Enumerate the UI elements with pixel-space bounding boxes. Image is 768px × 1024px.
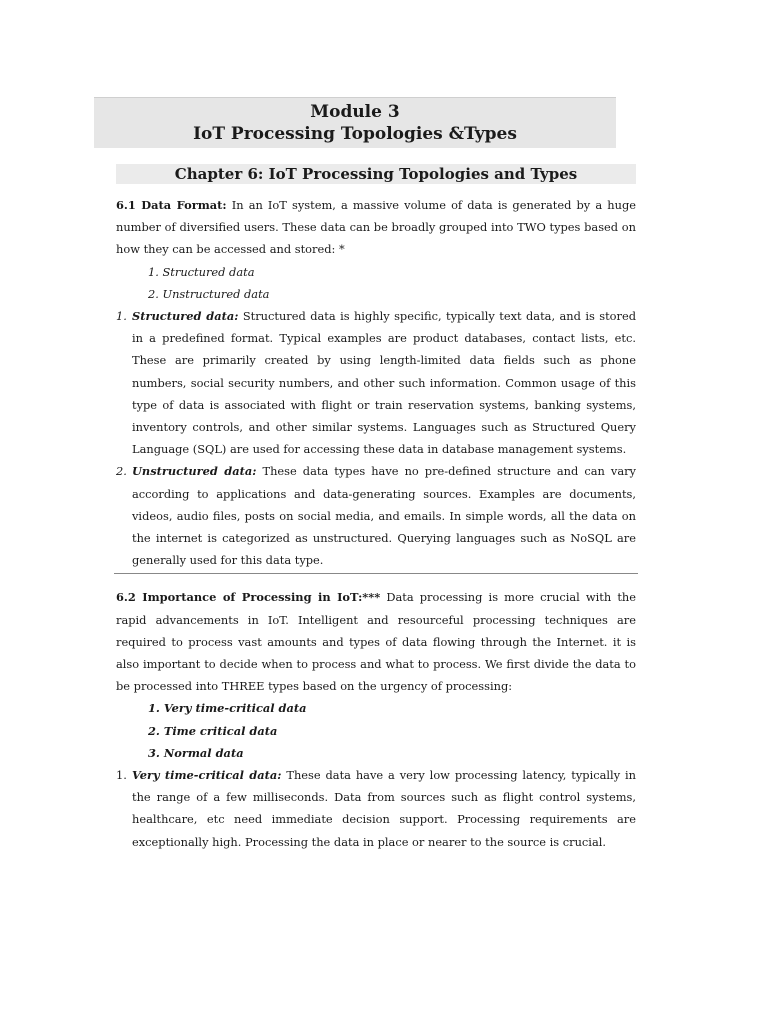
section-6-2-text: Data processing is more crucial with the rapid advancements in IoT. Intelligent and resourceful processing techniques are required to process vast amounts and types of data flowing through the Internet. it is also important to decide when to process and what to process. We first divide the data to be processed into THREE types based on the urgency of processing: xyxy=(116,590,637,694)
list-item: 1. Structured data xyxy=(148,264,255,279)
section-6-1-heading: 6.1 Data Format: xyxy=(116,198,227,212)
item-title: Structured data: xyxy=(132,309,239,324)
section-6-2-heading: 6.2 Importance of Processing in IoT:*** xyxy=(116,590,381,605)
module-header xyxy=(94,97,616,148)
item-title: Very time-critical data: xyxy=(132,768,282,783)
section-6-1-text: In an IoT system, a massive volume of data is generated by a huge number of diversified users. These data can be broadly grouped into TWO types based on how they can be accessed and stored: * xyxy=(116,198,636,257)
document-body xyxy=(116,194,636,853)
data-types-list xyxy=(116,261,636,305)
item-text: These data have a very low processing latency, typically in the range of a few milliseconds. Data from sources such as flight control systems, healthcare, etc need immediate decision support. Processing requirements are exceptionally high. Processing the data in place or nearer to the source is crucial. xyxy=(132,768,636,849)
chapter-title: Chapter 6: IoT Processing Topologies and Types xyxy=(116,164,636,184)
section-divider xyxy=(114,573,638,574)
list-item: 1. Very time-critical data xyxy=(148,701,307,716)
section-6-1-paragraph xyxy=(116,194,636,261)
structured-data-item xyxy=(116,305,636,460)
item-number: 2. xyxy=(116,464,127,479)
list-item: 2. Time critical data xyxy=(148,723,278,738)
section-6-2-paragraph xyxy=(116,586,636,697)
item-text: Structured data is highly specific, typically text data, and is stored in a predefined format. Typical examples are product databases, contact lists, etc. These are primarily created by using length-limited data fields such as phone numbers, social security numbers, and other such information. Common usage of this type of data is associated with flight or train reservation systems, banking systems, inventory controls, and other similar systems. Languages such as Structured Query Language (SQL) are used for accessing these data in database management systems. xyxy=(132,309,636,457)
module-subtitle: IoT Processing Topologies &Types xyxy=(193,124,517,144)
list-item: 3. Normal data xyxy=(148,745,244,760)
very-time-critical-item xyxy=(116,764,636,853)
urgency-types-list xyxy=(116,697,636,764)
item-number: 1. xyxy=(116,768,127,783)
unstructured-data-item xyxy=(116,460,636,571)
module-title: Module 3 xyxy=(310,102,400,122)
item-text: These data types have no pre-defined structure and can vary according to applications and data-generating sources. Examples are documents, videos, audio files, posts on social media, and emails. In simple words, all the data on the internet is categorized as unstructured. Querying languages such as NoSQL are generally used for this data type. xyxy=(132,464,636,568)
list-item: 2. Unstructured data xyxy=(148,286,270,301)
item-number: 1. xyxy=(116,309,127,324)
item-title: Unstructured data: xyxy=(132,464,257,479)
